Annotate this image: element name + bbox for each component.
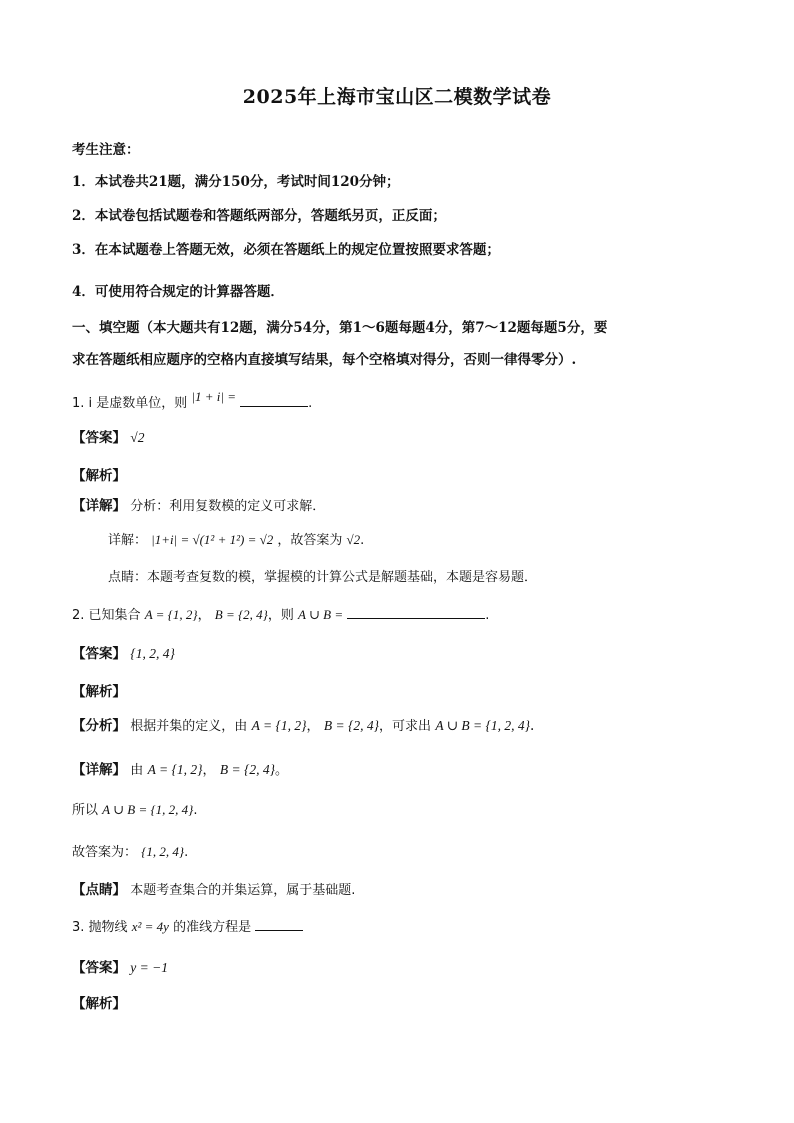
notice-heading: 考生注意： [72, 142, 140, 158]
comment-line [72, 880, 355, 901]
math-expression: B = {2, 4} [214, 607, 268, 622]
math-expression: B = {2, 4} [219, 762, 275, 777]
question-number: 2. [72, 608, 85, 623]
analysis-tag: 【解析】 [72, 468, 126, 484]
math-expression: A = {1, 2} [251, 718, 307, 733]
final-answer-line [72, 842, 188, 863]
math-expression: A = {1, 2} [144, 607, 198, 622]
question-stem: ，则 [267, 608, 294, 623]
section-heading-line-1: 一、填空题（本大题共有12题，满分54分，第1～6题每题4分，第7～12题每题5分，要 [72, 320, 608, 336]
punctuation: . [485, 608, 490, 623]
question-2 [72, 604, 489, 626]
question-3 [72, 916, 303, 938]
math-expression: √2 [346, 532, 361, 547]
notice-item-1: 1．本试卷共21题，满分150分，考试时间120分钟； [72, 174, 400, 190]
detail-text: ，故答案为 [277, 533, 343, 548]
question-number: 1. [72, 396, 85, 411]
notice-item-4: 4．可使用符合规定的计算器答题． [72, 284, 284, 300]
analysis-tag: 【解析】 [72, 684, 126, 700]
page-title: 2025年上海市宝山区二模数学试卷 [242, 86, 552, 108]
punctuation: . [308, 396, 313, 411]
so-text: 所以 [72, 803, 99, 818]
punctuation: . [184, 845, 189, 860]
detail-label: 详解： [108, 533, 148, 548]
fenxi-text: ，可求出 [379, 719, 432, 734]
analysis-tag: 【解析】 [72, 996, 126, 1012]
fenxi-tag: 【分析】 [72, 718, 126, 734]
comment-tag: 【点睛】 [72, 882, 126, 898]
punctuation: . [193, 803, 198, 818]
question-stem: i 是虚数单位，则 [88, 396, 188, 411]
answer-tag: 【答案】 [72, 430, 126, 446]
answer-blank [240, 392, 308, 407]
detail-tag: 【详解】 [72, 762, 126, 778]
punctuation: ， [197, 608, 211, 623]
so-line [72, 800, 198, 821]
answer-tag: 【答案】 [72, 960, 126, 976]
fenxi-text: 根据并集的定义，由 [130, 719, 248, 734]
detail-tag: 【详解】 [72, 498, 126, 514]
detail-line-2 [108, 530, 364, 551]
math-expression: B = {2, 4} [323, 718, 379, 733]
final-text: 故答案为： [72, 845, 138, 860]
answer-line [72, 428, 144, 448]
question-stem: 抛物线 [88, 920, 128, 935]
answer-line [72, 958, 168, 978]
answer-blank [255, 916, 303, 931]
detail-line [72, 496, 325, 517]
question-stem: 的准线方程是 [173, 920, 252, 935]
answer-blank [347, 604, 485, 619]
answer-value: √2 [130, 430, 145, 445]
math-expression: A = {1, 2} [147, 762, 203, 777]
math-expression: A ∪ B = {1, 2, 4} [435, 718, 531, 733]
punctuation: . [530, 718, 535, 734]
comment-text: 本题考查集合的并集运算，属于基础题. [130, 883, 356, 898]
section-heading-line-2: 求在答题纸相应题序的空格内直接填写结果，每个空格填对得分，否则一律得零分）. [72, 352, 577, 368]
math-expression: |1 + i| = [191, 389, 236, 404]
comment-line: 点睛：本题考查复数的模，掌握模的计算公式是解题基础，本题是容易题． [108, 570, 538, 585]
math-expression: A ∪ B = {1, 2, 4} [102, 802, 194, 817]
notice-item-2: 2．本试卷包括试题卷和答题纸两部分，答题纸另页，正反面； [72, 208, 446, 224]
notice-item-3: 3．在本试题卷上答题无效，必须在答题纸上的规定位置按照要求答题； [72, 242, 500, 258]
math-expression: A ∪ B = [298, 607, 344, 622]
answer-line [72, 644, 175, 664]
math-expression: x² = 4y [131, 919, 169, 934]
detail-text: 由 [130, 763, 144, 778]
answer-tag: 【答案】 [72, 646, 126, 662]
detail-line [72, 760, 288, 781]
math-expression: |1+i| = √(1² + 1²) = √2 [151, 532, 274, 547]
detail-text: 分析：利用复数模的定义可求解． [130, 499, 326, 514]
question-1 [72, 389, 313, 414]
answer-value: y = −1 [130, 960, 169, 975]
question-stem: 已知集合 [88, 608, 141, 623]
punctuation: . [360, 533, 365, 548]
fenxi-line [72, 716, 534, 737]
punctuation: ， [306, 719, 320, 734]
answer-value: {1, 2, 4} [130, 646, 175, 661]
question-number: 3. [72, 920, 85, 935]
punctuation: ， [202, 763, 216, 778]
math-expression: {1, 2, 4} [141, 844, 185, 859]
punctuation: 。 [275, 763, 289, 778]
